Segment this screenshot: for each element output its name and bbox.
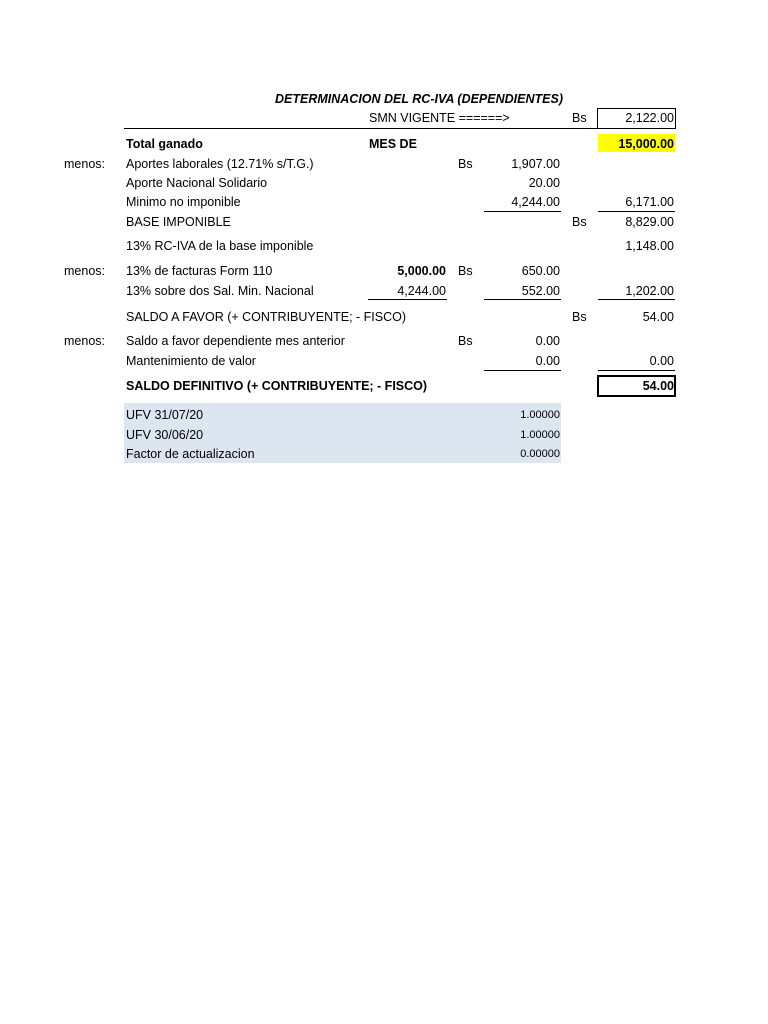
smn-currency: Bs bbox=[572, 111, 587, 125]
aportes-label: Aportes laborales (12.71% s/T.G.) bbox=[126, 157, 314, 171]
page-title: DETERMINACION DEL RC-IVA (DEPENDIENTES) bbox=[275, 92, 563, 106]
deductions-total: 6,171.00 bbox=[625, 195, 674, 209]
ufv-row2-value[interactable]: 1.00000 bbox=[520, 429, 560, 441]
menos-label-2: menos: bbox=[64, 264, 105, 278]
credits-total-rule bbox=[598, 299, 675, 300]
ufv-row1-value[interactable]: 1.00000 bbox=[520, 409, 560, 421]
deductions-rule bbox=[484, 211, 561, 212]
previous-total-rule bbox=[598, 370, 675, 371]
mant-label: Mantenimiento de valor bbox=[126, 354, 256, 368]
saldo-def-value: 54.00 bbox=[642, 379, 674, 393]
total-ganado-value[interactable]: 15,000.00 bbox=[618, 137, 674, 151]
header-rule bbox=[124, 128, 598, 129]
saldo-favor-value: 54.00 bbox=[642, 310, 674, 324]
minimo-value: 4,244.00 bbox=[511, 195, 560, 209]
ufv-row2-label: UFV 30/06/20 bbox=[126, 428, 204, 442]
facturas-base[interactable]: 5,000.00 bbox=[397, 264, 446, 278]
credits-rule bbox=[484, 299, 561, 300]
facturas-value: 650.00 bbox=[521, 264, 560, 278]
ufv-row1-label: UFV 31/07/20 bbox=[126, 408, 204, 422]
smn-label: SMN VIGENTE ======> bbox=[369, 111, 510, 125]
aportes-value: 1,907.00 bbox=[511, 157, 560, 171]
anterior-currency: Bs bbox=[458, 334, 473, 348]
facturas-label: 13% de facturas Form 110 bbox=[126, 264, 273, 278]
minimo-label: Minimo no imponible bbox=[126, 195, 241, 209]
deductions-total-rule bbox=[598, 211, 675, 212]
aportes-currency: Bs bbox=[458, 157, 473, 171]
salmin-base-rule bbox=[368, 299, 447, 300]
facturas-currency: Bs bbox=[458, 264, 473, 278]
previous-total: 0.00 bbox=[649, 354, 674, 368]
ufv-row3-label: Factor de actualizacion bbox=[126, 447, 255, 461]
total-ganado-label: Total ganado bbox=[126, 137, 203, 151]
smn-value: 2,122.00 bbox=[625, 111, 674, 125]
menos-label-1: menos: bbox=[64, 157, 105, 171]
mant-value: 0.00 bbox=[535, 354, 560, 368]
salmin-label: 13% sobre dos Sal. Min. Nacional bbox=[126, 284, 314, 298]
rciva-label: 13% RC-IVA de la base imponible bbox=[126, 239, 314, 253]
anterior-label: Saldo a favor dependiente mes anterior bbox=[126, 334, 345, 348]
mes-de-label: MES DE bbox=[369, 137, 417, 151]
saldo-def-label: SALDO DEFINITIVO (+ CONTRIBUYENTE; - FISCO) bbox=[126, 379, 428, 393]
salmin-value: 552.00 bbox=[521, 284, 560, 298]
previous-rule bbox=[484, 370, 561, 371]
menos-label-3: menos: bbox=[64, 334, 105, 348]
rciva-value: 1,148.00 bbox=[625, 239, 674, 253]
solidario-value: 20.00 bbox=[528, 176, 560, 190]
solidario-label: Aporte Nacional Solidario bbox=[126, 176, 268, 190]
saldo-favor-currency: Bs bbox=[572, 310, 587, 324]
ufv-row3-value: 0.00000 bbox=[520, 448, 560, 460]
anterior-value[interactable]: 0.00 bbox=[535, 334, 560, 348]
base-currency: Bs bbox=[572, 215, 587, 229]
salmin-base: 4,244.00 bbox=[397, 284, 446, 298]
base-label: BASE IMPONIBLE bbox=[126, 215, 231, 229]
saldo-favor-label: SALDO A FAVOR (+ CONTRIBUYENTE; - FISCO) bbox=[126, 310, 407, 324]
base-value: 8,829.00 bbox=[625, 215, 674, 229]
credits-total: 1,202.00 bbox=[625, 284, 674, 298]
